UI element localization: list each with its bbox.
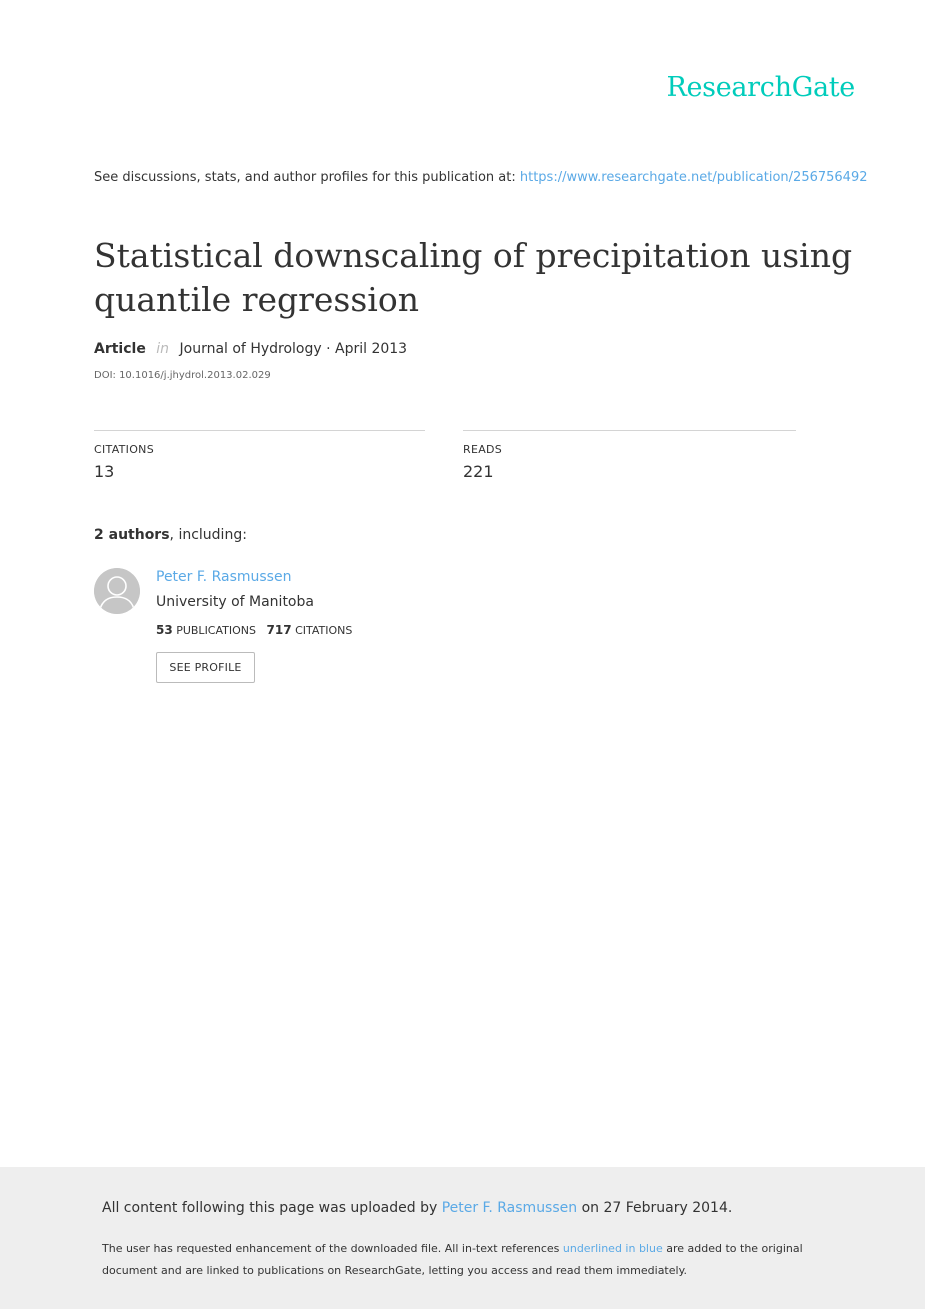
- upload-suffix: on 27 February 2014.: [577, 1200, 733, 1216]
- citations-stat: [94, 430, 425, 481]
- see-profile-button[interactable]: SEE PROFILE: [156, 652, 255, 683]
- publication-type: Article: [94, 341, 146, 357]
- underlined-in-blue-link[interactable]: underlined in blue: [562, 1242, 663, 1255]
- citations-label: CITATIONS: [94, 443, 154, 456]
- avatar-placeholder-icon[interactable]: [94, 568, 140, 614]
- author-publications-count: 53: [156, 623, 173, 637]
- author-name-link[interactable]: Peter F. Rasmussen: [156, 569, 292, 585]
- upload-statement: [102, 1200, 732, 1216]
- see-discussions-text: See discussions, stats, and author profiles for this publication at:: [94, 170, 520, 185]
- user-silhouette-icon: [94, 568, 140, 614]
- authors-including: , including:: [169, 527, 247, 543]
- note-prefix: The user has requested enhancement of the downloaded file. All in-text references: [102, 1242, 563, 1255]
- uploader-link[interactable]: Peter F. Rasmussen: [441, 1200, 578, 1216]
- journal-and-date: Journal of Hydrology · April 2013: [179, 341, 408, 357]
- citations-value: 13: [94, 462, 115, 481]
- publication-meta: [94, 341, 407, 357]
- publication-url-link[interactable]: https://www.researchgate.net/publication/256756492: [519, 170, 868, 185]
- doi-text: DOI: 10.1016/j.jhydrol.2013.02.029: [94, 370, 271, 381]
- author-citations-count: 717: [266, 623, 292, 637]
- author-citations-label: CITATIONS: [295, 624, 353, 637]
- in-word: in: [156, 341, 170, 357]
- upload-prefix: All content following this page was uploaded by: [102, 1200, 442, 1216]
- note-suffix: are added to the original document and are linked to publications on ResearchGate, letting you access and read them immediately.: [102, 1242, 803, 1277]
- publication-title: Statistical downscaling of precipitation using quantile regression: [94, 236, 853, 320]
- authors-count: 2 authors: [94, 527, 170, 543]
- footer-panel: [0, 1167, 925, 1309]
- author-institution: University of Manitoba: [156, 594, 314, 610]
- reads-value: 221: [463, 462, 494, 481]
- researchgate-logo[interactable]: ResearchGate: [666, 72, 855, 103]
- publication-source-line: [94, 170, 868, 185]
- author-stats: [156, 623, 352, 637]
- reads-stat: [463, 430, 796, 481]
- enhancement-note: [102, 1238, 832, 1282]
- authors-heading: [94, 527, 247, 543]
- author-publications-label: PUBLICATIONS: [176, 624, 256, 637]
- reads-label: READS: [463, 443, 503, 456]
